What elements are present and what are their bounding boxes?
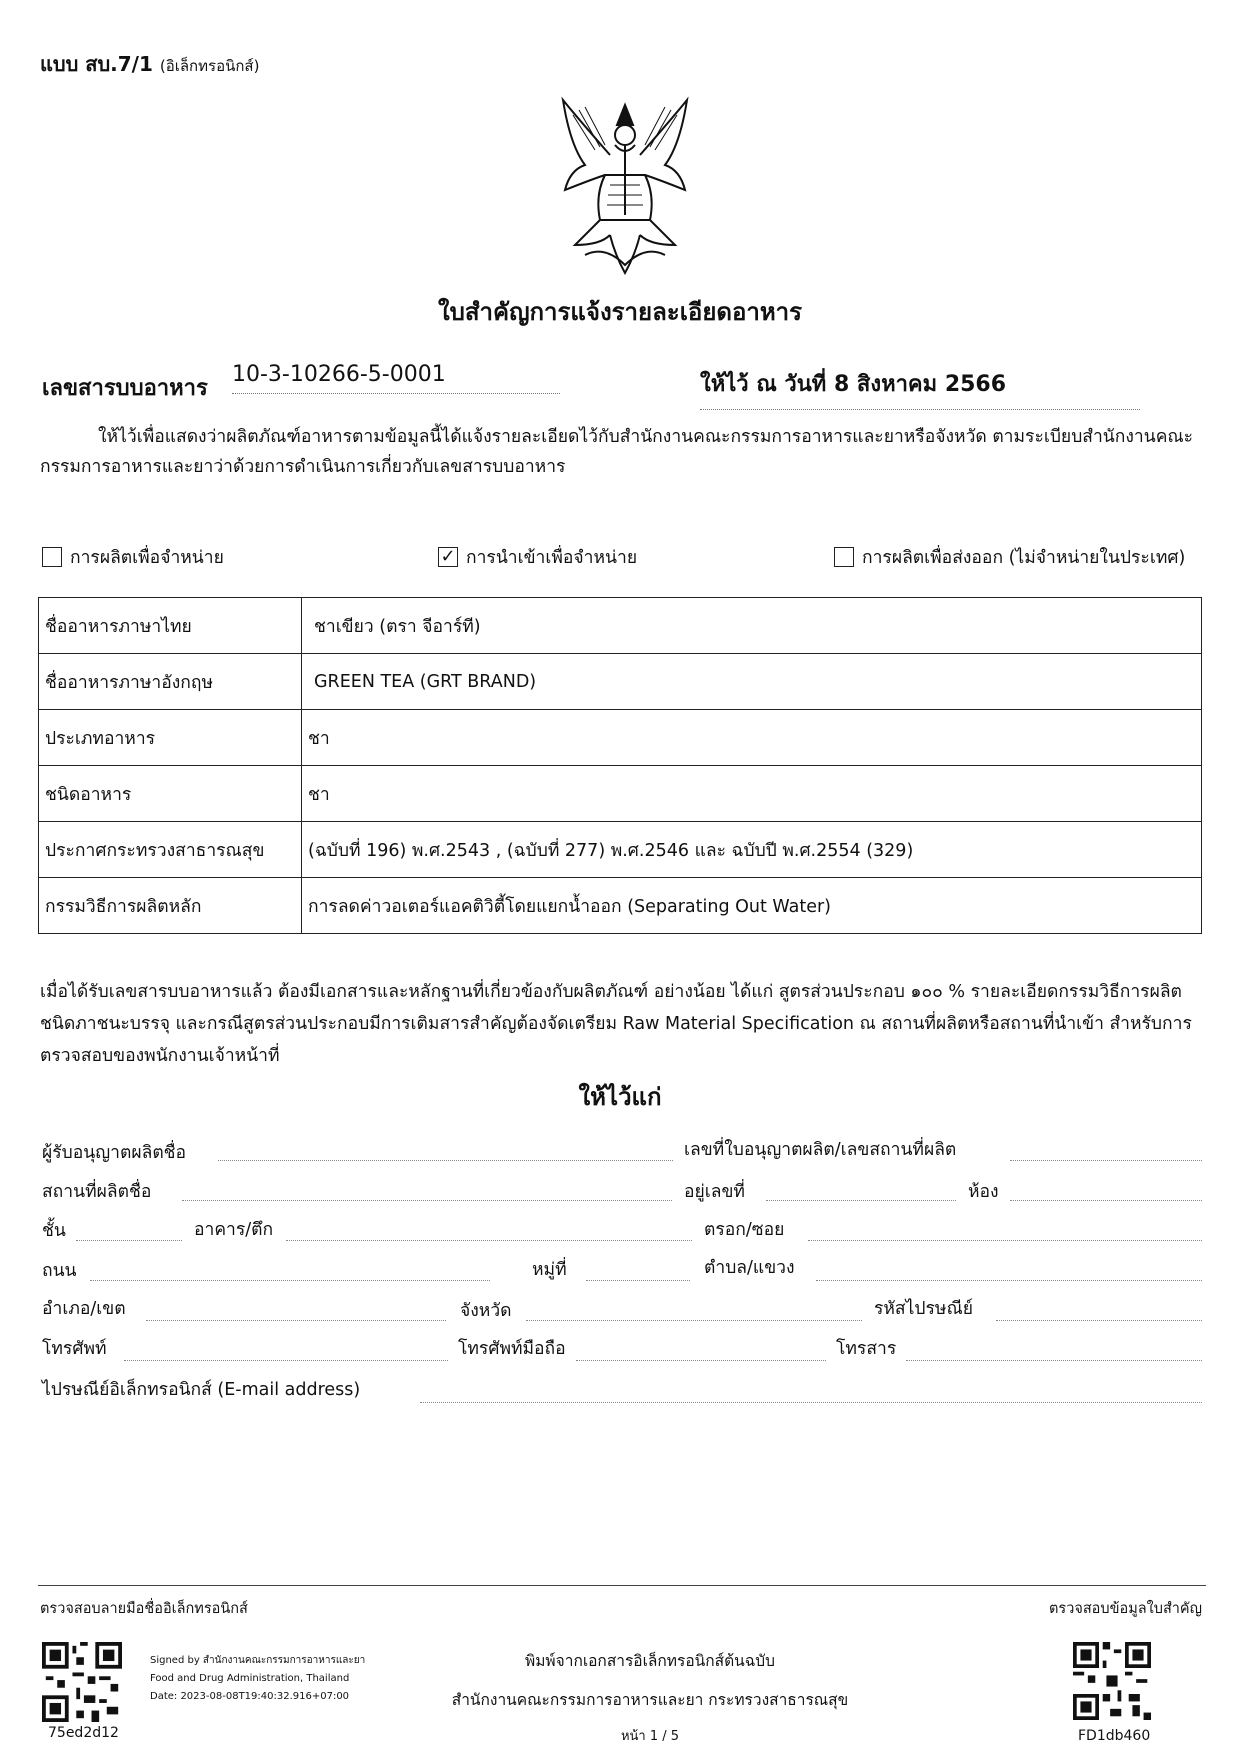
- house-no-label: อยู่เลขที่: [684, 1182, 745, 1202]
- table-row: [39, 878, 1202, 934]
- row-key: ชนิดอาหาร: [39, 766, 302, 822]
- table-row: [39, 654, 1202, 710]
- row-value: การลดค่าวอเตอร์แอคติวิตี้โดยแยกน้ำออก (Separating Out Water): [302, 878, 1202, 934]
- moo-line: [586, 1260, 690, 1281]
- table-row: [39, 766, 1202, 822]
- building-label: อาคาร/ตึก: [194, 1220, 274, 1240]
- row-value: ชาเขียว (ตรา จีอาร์ที): [302, 598, 1202, 654]
- form-code: [40, 48, 259, 80]
- site-name-label: สถานที่ผลิตชื่อ: [42, 1182, 152, 1202]
- row-value: GREEN TEA (GRT BRAND): [302, 654, 1202, 710]
- issued-date: ให้ไว้ ณ วันที่ 8 สิงหาคม 2566: [700, 366, 1140, 410]
- footer-divider: [38, 1585, 1206, 1586]
- row-value: ชา: [302, 710, 1202, 766]
- district-label: อำเภอ/เขต: [42, 1299, 126, 1319]
- license-no-label: เลขที่ใบอนุญาตผลิต/เลขสถานที่ผลิต: [684, 1140, 957, 1160]
- road-label: ถนน: [42, 1261, 77, 1281]
- registration-label: เลขสารบบอาหาร: [42, 376, 208, 401]
- row-key: ประเภทอาหาร: [39, 710, 302, 766]
- printed-from: พิมพ์จากเอกสารอิเล็กทรอนิกส์ต้นฉบับ: [525, 1652, 775, 1670]
- room-label: ห้อง: [968, 1182, 999, 1202]
- form-code-text: แบบ สบ.7/1: [40, 52, 153, 76]
- checkbox-manufacture: [42, 543, 224, 571]
- house-no-line: [766, 1180, 956, 1201]
- mobile-line: [576, 1340, 826, 1361]
- qr-code-signature-icon[interactable]: [42, 1642, 122, 1722]
- postcode-line: [996, 1300, 1202, 1321]
- table-row: [39, 822, 1202, 878]
- phone-label: โทรศัพท์: [42, 1339, 107, 1359]
- checkbox-label: การผลิตเพื่อส่งออก (ไม่จำหน่ายในประเทศ): [862, 548, 1186, 568]
- checkbox-export: [834, 543, 1185, 571]
- road-line: [90, 1260, 490, 1281]
- license-no-line: [1010, 1140, 1202, 1161]
- checkbox-label: การนำเข้าเพื่อจำหน่าย: [466, 548, 638, 568]
- fax-label: โทรสาร: [836, 1339, 897, 1359]
- note-paragraph: เมื่อได้รับเลขสารบบอาหารแล้ว ต้องมีเอกสารและหลักฐานที่เกี่ยวข้องกับผลิตภัณฑ์ อย่างน้อย ได้แก่ สูตรส่วนประกอบ ๑๐๐ % รายละเอียดกรรมวิธีการผลิต ชนิดภาชนะบรรจุ และกรณีสูตรส่วนประกอบมีการเติมสารสำคัญต้องจัดเตรียม Raw Material Specification ณ สถานที่ผลิตหรือสถานที่นำเข้า สำหรับการตรวจสอบของพนักงานเจ้าหน้าที่: [40, 982, 1192, 1066]
- food-info-table: [38, 597, 1202, 934]
- row-value: (ฉบับที่ 196) พ.ศ.2543 , (ฉบับที่ 277) พ.ศ.2546 และ ฉบับปี พ.ศ.2554 (329): [302, 822, 1202, 878]
- province-label: จังหวัด: [460, 1301, 512, 1321]
- fax-line: [906, 1340, 1202, 1361]
- subdistrict-line: [816, 1260, 1202, 1281]
- qr-code-certificate-icon[interactable]: [1073, 1642, 1151, 1720]
- checkbox-icon: [42, 547, 62, 567]
- signed-date: Date: 2023-08-08T19:40:32.916+07:00: [150, 1691, 350, 1702]
- room-line: [1010, 1180, 1202, 1201]
- registration-number: 10-3-10266-5-0001: [232, 362, 560, 394]
- row-key: ประกาศกระทรวงสาธารณสุข: [39, 822, 302, 878]
- checkbox-icon: [834, 547, 854, 567]
- phone-line: [124, 1340, 448, 1361]
- province-line: [526, 1300, 862, 1321]
- intro-paragraph: ให้ไว้เพื่อแสดงว่าผลิตภัณฑ์อาหารตามข้อมูลนี้ได้แจ้งรายละเอียดไว้กับสำนักงานคณะกรรมการอาหารและยาหรือจังหวัด ตามระเบียบสำนักงานคณะกรรมการอาหารและยาว่าด้วยการดำเนินการเกี่ยวกับเลขสารบบอาหาร: [40, 427, 1194, 477]
- row-key: กรรมวิธีการผลิตหลัก: [39, 878, 302, 934]
- agency-name: สำนักงานคณะกรรมการอาหารและยา กระทรวงสาธารณสุข: [451, 1691, 849, 1709]
- alley-label: ตรอก/ซอย: [704, 1220, 785, 1240]
- alley-line: [808, 1220, 1202, 1241]
- subdistrict-label: ตำบล/แขวง: [704, 1258, 795, 1278]
- site-name-line: [182, 1180, 672, 1201]
- district-line: [146, 1300, 446, 1321]
- checkbox-import: [438, 543, 637, 571]
- issued-to-title: ให้ไว้แก่: [578, 1083, 662, 1111]
- signed-org: Food and Drug Administration, Thailand: [150, 1673, 350, 1684]
- checkmark-icon: ✓: [438, 547, 458, 567]
- row-key: ชื่ออาหารภาษาอังกฤษ: [39, 654, 302, 710]
- qr-right-code: FD1db460: [1078, 1728, 1151, 1744]
- checkbox-label: การผลิตเพื่อจำหน่าย: [70, 548, 224, 568]
- licensee-line: [218, 1140, 673, 1161]
- document-title: ใบสำคัญการแจ้งรายละเอียดอาหาร: [437, 298, 803, 326]
- signature-block: [150, 1652, 365, 1706]
- form-code-sub: (อิเล็กทรอนิกส์): [159, 57, 260, 75]
- table-row: [39, 710, 1202, 766]
- verify-certificate-label: ตรวจสอบข้อมูลใบสำคัญ: [1048, 1601, 1202, 1617]
- moo-label: หมู่ที่: [532, 1260, 567, 1280]
- email-label: ไปรษณีย์อิเล็กทรอนิกส์ (E-mail address): [42, 1380, 361, 1400]
- garuda-emblem-icon: [555, 95, 695, 280]
- qr-left-code: 75ed2d12: [48, 1725, 119, 1741]
- postcode-label: รหัสไปรษณีย์: [874, 1299, 973, 1319]
- row-value: ชา: [302, 766, 1202, 822]
- table-row: [39, 598, 1202, 654]
- signed-by: Signed by สำนักงานคณะกรรมการอาหารและยา: [150, 1655, 366, 1666]
- page-number: หน้า 1 / 5: [620, 1729, 680, 1744]
- verify-signature-label: ตรวจสอบลายมือชื่ออิเล็กทรอนิกส์: [40, 1601, 248, 1617]
- mobile-label: โทรศัพท์มือถือ: [458, 1339, 566, 1359]
- building-line: [286, 1220, 692, 1241]
- floor-line: [76, 1220, 182, 1241]
- licensee-label: ผู้รับอนุญาตผลิตชื่อ: [42, 1143, 187, 1163]
- row-key: ชื่ออาหารภาษาไทย: [39, 598, 302, 654]
- email-line: [420, 1382, 1202, 1403]
- floor-label: ชั้น: [42, 1221, 66, 1241]
